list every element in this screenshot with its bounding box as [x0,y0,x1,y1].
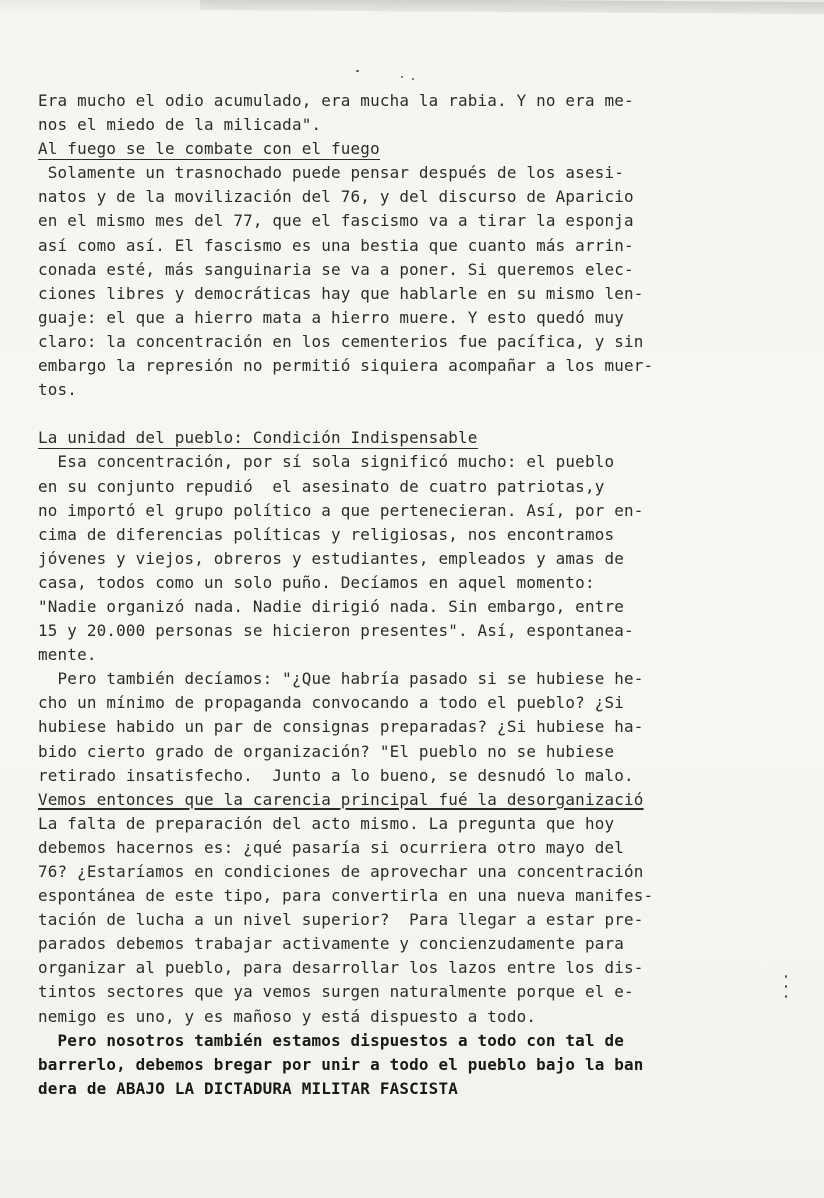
text-line: casa, todos como un solo puño. Decíamos en aquel momento: [38,572,595,592]
text-line: tación de lucha a un nivel superior? Para llegar a estar pre- [38,910,644,930]
paragraph-3 [38,450,798,667]
text-line: así como así. El fascismo es una bestia que cuanto más arrin- [38,235,634,255]
ink-speck [356,70,359,72]
paper-top-edge [200,0,824,14]
text-line: cima de diferencias políticas y religiosas, nos encontramos [38,524,615,544]
text-line: cho un mínimo de propaganda convocando a todo el pueblo? ¿Si [38,693,625,713]
text-line: hubiese habido un par de consignas preparadas? ¿Si hubiese ha- [38,717,644,737]
text-line: Pero también decíamos: "¿Que habría pasado si se hubiese he- [38,669,644,689]
text-line: barrerlo, debemos bregar por unir a todo el pueblo bajo la ban [38,1054,644,1074]
underlined-line [38,788,798,812]
text-line: Pero nosotros también estamos dispuestos a todo con tal de [38,1030,625,1050]
text-line: natos y de la movilización del 76, y del discurso de Aparicio [38,187,634,207]
text-line: no importó el grupo político a que pertenecieran. Así, por en- [38,500,644,520]
text-line: claro: la concentración en los cementerios fue pacífica, y sin [38,331,644,351]
section-heading-fire: Al fuego se le combate con el fuego [38,139,380,159]
text-line: parados debemos trabajar activamente y concienzudamente para [38,934,625,954]
text-line: en su conjunto repudió el asesinato de cuatro patriotas,y [38,476,605,496]
text-line: debemos hacernos es: ¿qué pasaría si ocurriera otro mayo del [38,837,625,857]
text-line: bido cierto grado de organización? "El pueblo no se hubiese [38,741,615,761]
paragraph-1 [38,89,798,137]
text-line: embargo la represión no permitió siquiera acompañar a los muer- [38,356,654,376]
paragraph-6 [38,1029,798,1101]
text-line: conada esté, más sanguinaria se va a poner. Si queremos elec- [38,259,634,279]
ink-speck [401,76,403,78]
ink-speck [785,995,787,998]
text-line: jóvenes y viejos, obreros y estudiantes, empleados y amas de [38,548,625,568]
text-line: dera de ABAJO LA DICTADURA MILITAR FASCISTA [38,1078,458,1098]
text-line: Era mucho el odio acumulado, era mucha la rabia. Y no era me- [38,91,634,110]
text-line: espontánea de este tipo, para convertirla en una nueva manifes- [38,886,654,906]
underlined-conclusion: Vemos entonces que la carencia principal fué la desorganizació [38,789,644,809]
heading-line [38,137,798,161]
blank-line [38,402,798,426]
text-line: retirado insatisfecho. Junto a lo bueno, se desnudó lo malo. [38,765,634,785]
text-line: mente. [38,645,97,665]
text-line: 15 y 20.000 personas se hicieron presentes". Así, espontanea- [38,621,634,641]
paragraph-5 [38,812,798,1029]
text-line: ciones libres y democráticas hay que hablarle en su mismo len- [38,283,644,303]
heading-line [38,426,798,450]
text-line: tintos sectores que ya vemos surgen naturalmente porque el e- [38,982,634,1002]
text-line: nemigo es uno, y es mañoso y está dispuesto a todo. [38,1006,537,1026]
paragraph-2 [38,161,798,402]
ink-speck [785,975,787,978]
text-line: La falta de preparación del acto mismo. La pregunta que hoy [38,813,615,833]
typewritten-text [38,89,798,1101]
ink-speck [412,78,414,80]
text-line: 76? ¿Estaríamos en condiciones de aprovechar una concentración [38,862,644,881]
text-line: nos el miedo de la milicada". [38,115,322,135]
section-heading-unity: La unidad del pueblo: Condición Indispensable [38,428,478,448]
text-line: en el mismo mes del 77, que el fascismo va a tirar la esponja [38,211,634,231]
text-line: Solamente un trasnochado puede pensar después de los asesi- [38,163,625,183]
text-line: guaje: el que a hierro mata a hierro muere. Y esto quedó muy [38,307,625,327]
text-line: "Nadie organizó nada. Nadie dirigió nada. Sin embargo, entre [38,596,625,616]
text-line: organizar al pueblo, para desarrollar los lazos entre los dis- [38,958,644,978]
paragraph-4 [38,667,798,787]
text-line: tos. [38,380,78,400]
text-line: Esa concentración, por sí sola significó mucho: el pueblo [38,452,615,472]
ink-speck [785,985,787,988]
